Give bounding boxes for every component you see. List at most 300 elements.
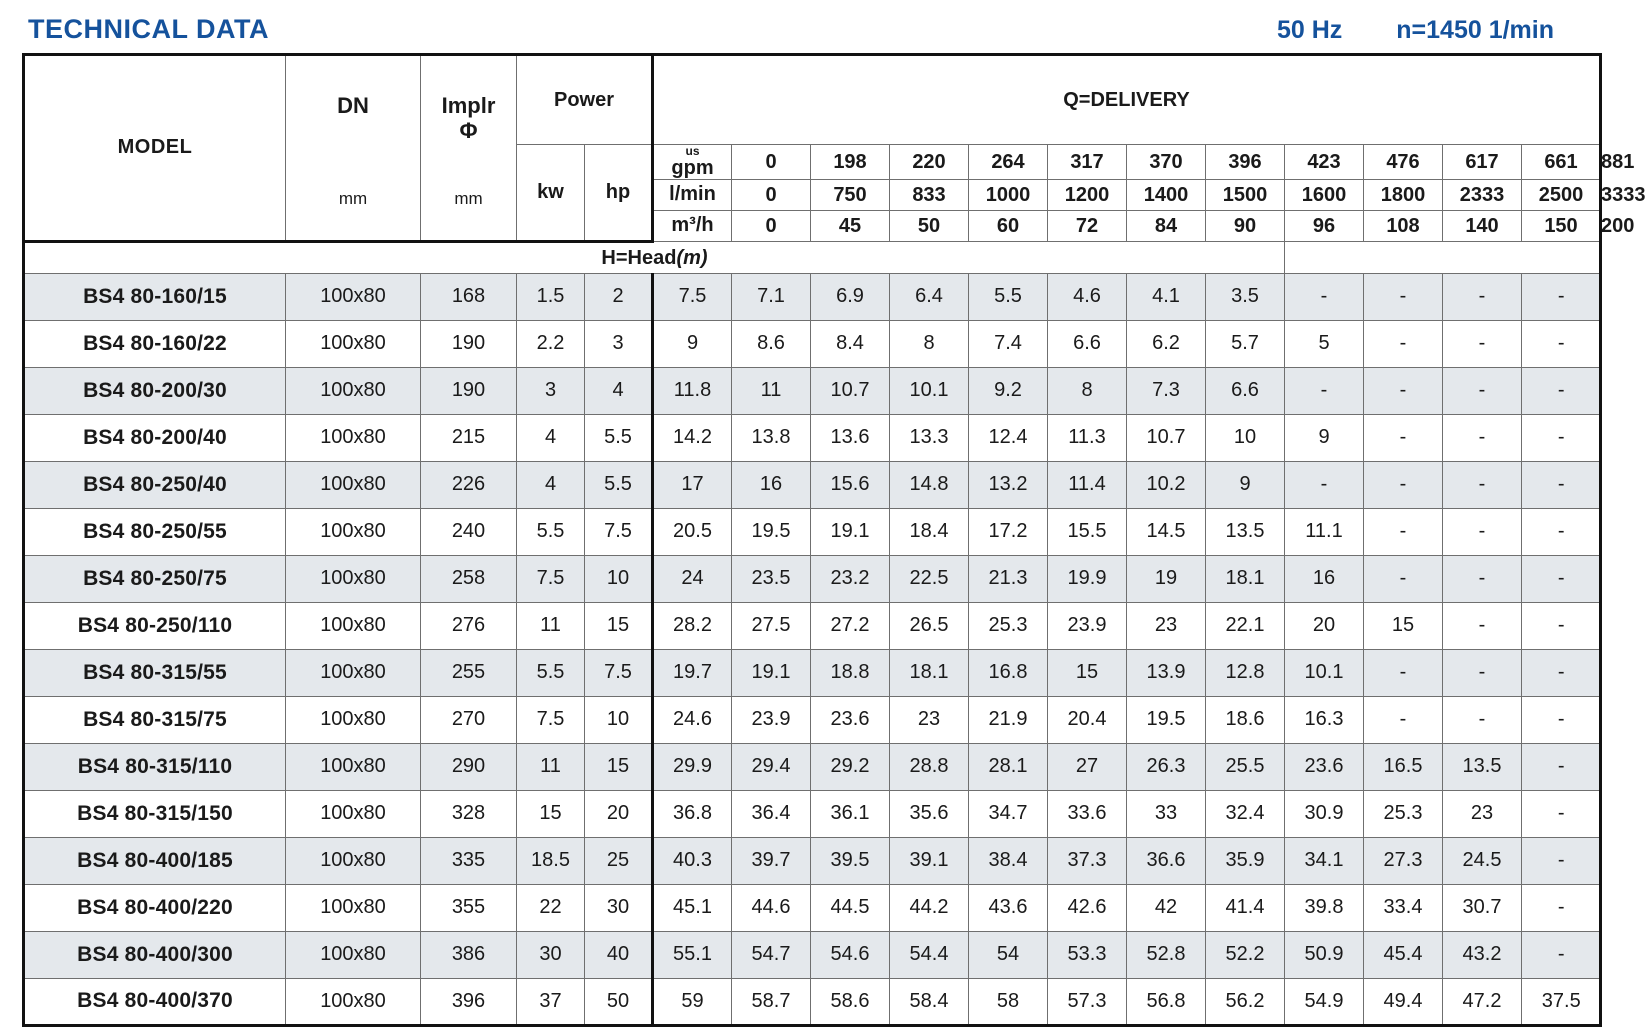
cell-power-hp: 3 <box>585 320 653 367</box>
cell-model: BS4 80-400/220 <box>24 884 286 931</box>
q-value: 661 <box>1522 145 1601 180</box>
cell-head: - <box>1522 743 1601 790</box>
cell-impeller: 270 <box>421 696 517 743</box>
cell-power-kw: 7.5 <box>517 696 585 743</box>
cell-model: BS4 80-200/30 <box>24 367 286 414</box>
cell-head: 24.5 <box>1443 837 1522 884</box>
cell-power-hp: 5.5 <box>585 461 653 508</box>
cell-head: 9.2 <box>969 367 1048 414</box>
cell-head: 18.1 <box>1206 555 1285 602</box>
cell-dn: 100x80 <box>286 696 421 743</box>
cell-head: - <box>1364 649 1443 696</box>
cell-head: 43.6 <box>969 884 1048 931</box>
cell-power-kw: 7.5 <box>517 555 585 602</box>
q-value: 150 <box>1522 210 1601 241</box>
cell-impeller: 396 <box>421 978 517 1025</box>
cell-head: 55.1 <box>653 931 732 978</box>
q-value: 396 <box>1206 145 1285 180</box>
q-value: 2333 <box>1443 179 1522 210</box>
q-value: 1400 <box>1127 179 1206 210</box>
cell-head: 6.6 <box>1048 320 1127 367</box>
cell-model: BS4 80-400/185 <box>24 837 286 884</box>
cell-head: 21.3 <box>969 555 1048 602</box>
q-value: 476 <box>1364 145 1443 180</box>
cell-power-kw: 11 <box>517 743 585 790</box>
cell-head: 21.9 <box>969 696 1048 743</box>
cell-dn: 100x80 <box>286 555 421 602</box>
cell-head: 39.1 <box>890 837 969 884</box>
cell-power-hp: 7.5 <box>585 508 653 555</box>
q-value: 0 <box>732 145 811 180</box>
cell-head: 54.6 <box>811 931 890 978</box>
cell-head: 23 <box>890 696 969 743</box>
cell-head: 27.5 <box>732 602 811 649</box>
header-h-head: H=Head(m) <box>24 241 1285 273</box>
cell-impeller: 226 <box>421 461 517 508</box>
cell-dn: 100x80 <box>286 508 421 555</box>
cell-head: 6.6 <box>1206 367 1285 414</box>
cell-head: 6.4 <box>890 273 969 320</box>
q-value: 220 <box>890 145 969 180</box>
cell-head: 54.7 <box>732 931 811 978</box>
q-value: 1200 <box>1048 179 1127 210</box>
cell-head: 19.1 <box>811 508 890 555</box>
cell-model: BS4 80-250/55 <box>24 508 286 555</box>
header-impeller-symbol: Φ <box>459 118 478 144</box>
technical-data-table <box>22 53 1646 1027</box>
cell-head: - <box>1285 367 1364 414</box>
cell-head: - <box>1443 696 1522 743</box>
cell-head: 40.3 <box>653 837 732 884</box>
cell-head: 10.1 <box>890 367 969 414</box>
cell-head: 27 <box>1048 743 1127 790</box>
cell-head: 5.5 <box>969 273 1048 320</box>
cell-head: 10.7 <box>811 367 890 414</box>
cell-power-kw: 22 <box>517 884 585 931</box>
cell-head: 18.4 <box>890 508 969 555</box>
cell-head: 16.8 <box>969 649 1048 696</box>
cell-model: BS4 80-160/22 <box>24 320 286 367</box>
cell-head: 24 <box>653 555 732 602</box>
cell-head: 45.4 <box>1364 931 1443 978</box>
cell-head: - <box>1443 508 1522 555</box>
cell-head: 15.5 <box>1048 508 1127 555</box>
cell-head: - <box>1443 649 1522 696</box>
cell-head: - <box>1443 461 1522 508</box>
cell-head: - <box>1443 555 1522 602</box>
cell-head: 11.3 <box>1048 414 1127 461</box>
header-impeller-label: Implr <box>441 92 496 118</box>
cell-head: 16 <box>732 461 811 508</box>
header-power-hp: hp <box>585 145 653 242</box>
cell-head: 7.1 <box>732 273 811 320</box>
q-value: 45 <box>811 210 890 241</box>
q-value: 1500 <box>1206 179 1285 210</box>
cell-head: 23.2 <box>811 555 890 602</box>
cell-head: 19.9 <box>1048 555 1127 602</box>
q-value: 50 <box>890 210 969 241</box>
cell-power-hp: 5.5 <box>585 414 653 461</box>
cell-power-hp: 20 <box>585 790 653 837</box>
cell-head: 10.2 <box>1127 461 1206 508</box>
table-row <box>24 414 1601 461</box>
cell-head: 23 <box>1127 602 1206 649</box>
cell-power-hp: 2 <box>585 273 653 320</box>
table-row <box>24 837 1601 884</box>
cell-head: 23.6 <box>811 696 890 743</box>
q-value: 750 <box>811 179 890 210</box>
cell-model: BS4 80-250/110 <box>24 602 286 649</box>
header-q-delivery: Q=DELIVERY <box>653 55 1601 145</box>
cell-dn: 100x80 <box>286 461 421 508</box>
cell-head: 19.7 <box>653 649 732 696</box>
cell-head: 23.5 <box>732 555 811 602</box>
cell-head: 27.2 <box>811 602 890 649</box>
cell-head: - <box>1522 320 1601 367</box>
cell-head: - <box>1522 508 1601 555</box>
q-value: 90 <box>1206 210 1285 241</box>
cell-head: - <box>1522 367 1601 414</box>
cell-head: - <box>1364 696 1443 743</box>
cell-head: - <box>1443 367 1522 414</box>
table-row <box>24 320 1601 367</box>
cell-head: - <box>1443 320 1522 367</box>
cell-impeller: 276 <box>421 602 517 649</box>
cell-head: - <box>1443 414 1522 461</box>
cell-impeller: 290 <box>421 743 517 790</box>
cell-head: 23 <box>1443 790 1522 837</box>
cell-head: 10.1 <box>1285 649 1364 696</box>
cell-head: 58 <box>969 978 1048 1025</box>
cell-head: 28.1 <box>969 743 1048 790</box>
cell-head: 23.6 <box>1285 743 1364 790</box>
cell-head: 15 <box>1364 602 1443 649</box>
cell-head: - <box>1522 931 1601 978</box>
cell-power-hp: 30 <box>585 884 653 931</box>
cell-head: 25.3 <box>1364 790 1443 837</box>
table-row <box>24 367 1601 414</box>
cell-head: 52.8 <box>1127 931 1206 978</box>
cell-head: 26.5 <box>890 602 969 649</box>
header-dn <box>286 55 421 242</box>
cell-head: - <box>1364 273 1443 320</box>
q-value: 1000 <box>969 179 1048 210</box>
cell-head: 44.5 <box>811 884 890 931</box>
cell-head: 17.2 <box>969 508 1048 555</box>
cell-power-hp: 7.5 <box>585 649 653 696</box>
cell-power-hp: 25 <box>585 837 653 884</box>
cell-head: 15.6 <box>811 461 890 508</box>
cell-head: 5.7 <box>1206 320 1285 367</box>
table-row <box>24 273 1601 320</box>
cell-head: 29.2 <box>811 743 890 790</box>
q-value: 198 <box>811 145 890 180</box>
header-impeller-unit: mm <box>454 188 483 208</box>
table-row <box>24 555 1601 602</box>
cell-head: 42.6 <box>1048 884 1127 931</box>
cell-head: 45.1 <box>653 884 732 931</box>
cell-power-hp: 40 <box>585 931 653 978</box>
cell-head: - <box>1443 273 1522 320</box>
cell-head: 34.1 <box>1285 837 1364 884</box>
cell-head: 7.4 <box>969 320 1048 367</box>
table-row <box>24 743 1601 790</box>
cell-head: 36.6 <box>1127 837 1206 884</box>
cell-power-kw: 4 <box>517 461 585 508</box>
cell-head: 11.1 <box>1285 508 1364 555</box>
cell-dn: 100x80 <box>286 414 421 461</box>
cell-head: - <box>1364 508 1443 555</box>
cell-head: - <box>1522 649 1601 696</box>
cell-head: 6.9 <box>811 273 890 320</box>
cell-head: - <box>1522 696 1601 743</box>
cell-head: 18.1 <box>890 649 969 696</box>
cell-head: 58.4 <box>890 978 969 1025</box>
cell-head: 49.4 <box>1364 978 1443 1025</box>
q-value: 0 <box>732 210 811 241</box>
cell-model: BS4 80-315/75 <box>24 696 286 743</box>
cell-head: 36.8 <box>653 790 732 837</box>
q-unit-gpm: us gpm <box>653 145 732 180</box>
cell-head: 11.8 <box>653 367 732 414</box>
cell-head: - <box>1285 461 1364 508</box>
cell-model: BS4 80-250/75 <box>24 555 286 602</box>
cell-head: 30.9 <box>1285 790 1364 837</box>
cell-head: 11.4 <box>1048 461 1127 508</box>
cell-head: 53.3 <box>1048 931 1127 978</box>
cell-head: 9 <box>1285 414 1364 461</box>
cell-head: 26.3 <box>1127 743 1206 790</box>
header-dn-label: DN <box>337 92 369 118</box>
header-power: Power <box>517 55 653 145</box>
cell-head: 58.7 <box>732 978 811 1025</box>
cell-impeller: 258 <box>421 555 517 602</box>
cell-head: 7.5 <box>653 273 732 320</box>
cell-model: BS4 80-315/110 <box>24 743 286 790</box>
cell-power-kw: 15 <box>517 790 585 837</box>
q-value: 60 <box>969 210 1048 241</box>
cell-head: 14.2 <box>653 414 732 461</box>
cell-power-kw: 18.5 <box>517 837 585 884</box>
cell-head: 39.8 <box>1285 884 1364 931</box>
cell-head: 7.3 <box>1127 367 1206 414</box>
cell-head: 13.9 <box>1127 649 1206 696</box>
cell-dn: 100x80 <box>286 978 421 1025</box>
cell-head: 23.9 <box>732 696 811 743</box>
frequency-label: 50 Hz <box>1276 16 1343 44</box>
cell-head: 52.2 <box>1206 931 1285 978</box>
cell-head: 14.8 <box>890 461 969 508</box>
cell-head: 33.6 <box>1048 790 1127 837</box>
cell-dn: 100x80 <box>286 367 421 414</box>
cell-head: 54.4 <box>890 931 969 978</box>
cell-head: 8 <box>890 320 969 367</box>
cell-head: 29.4 <box>732 743 811 790</box>
cell-head: 14.5 <box>1127 508 1206 555</box>
cell-head: 3.5 <box>1206 273 1285 320</box>
cell-head: 24.6 <box>653 696 732 743</box>
cell-head: 42 <box>1127 884 1206 931</box>
cell-dn: 100x80 <box>286 837 421 884</box>
cell-power-hp: 50 <box>585 978 653 1025</box>
cell-head: 54 <box>969 931 1048 978</box>
cell-head: 13.5 <box>1443 743 1522 790</box>
cell-dn: 100x80 <box>286 649 421 696</box>
cell-head: 13.8 <box>732 414 811 461</box>
cell-head: 13.2 <box>969 461 1048 508</box>
cell-head: 16 <box>1285 555 1364 602</box>
table-row <box>24 602 1601 649</box>
cell-head: 39.5 <box>811 837 890 884</box>
page-header <box>22 14 1574 53</box>
cell-power-kw: 5.5 <box>517 508 585 555</box>
q-unit-lmin: l/min <box>653 179 732 210</box>
cell-power-kw: 2.2 <box>517 320 585 367</box>
speed-label: n=1450 1/min <box>1396 16 1554 44</box>
table-row <box>24 696 1601 743</box>
cell-head: 17 <box>653 461 732 508</box>
cell-head: 22.5 <box>890 555 969 602</box>
cell-head: 29.9 <box>653 743 732 790</box>
cell-head: 36.1 <box>811 790 890 837</box>
header-specs <box>1277 16 1568 45</box>
cell-head: 19.1 <box>732 649 811 696</box>
cell-impeller: 335 <box>421 837 517 884</box>
cell-power-hp: 10 <box>585 696 653 743</box>
cell-head: 34.7 <box>969 790 1048 837</box>
q-value: 2500 <box>1522 179 1601 210</box>
cell-head: 23.9 <box>1048 602 1127 649</box>
cell-head: 33.4 <box>1364 884 1443 931</box>
q-value: 833 <box>890 179 969 210</box>
cell-dn: 100x80 <box>286 320 421 367</box>
cell-impeller: 190 <box>421 367 517 414</box>
cell-head: 35.6 <box>890 790 969 837</box>
cell-head: 25.5 <box>1206 743 1285 790</box>
q-value: 1600 <box>1285 179 1364 210</box>
cell-head: - <box>1364 320 1443 367</box>
cell-head: 20.5 <box>653 508 732 555</box>
cell-head: 8 <box>1048 367 1127 414</box>
cell-head: 13.3 <box>890 414 969 461</box>
q-value: 72 <box>1048 210 1127 241</box>
cell-head: 19 <box>1127 555 1206 602</box>
cell-dn: 100x80 <box>286 790 421 837</box>
cell-head: 13.6 <box>811 414 890 461</box>
cell-impeller: 255 <box>421 649 517 696</box>
cell-head: 44.2 <box>890 884 969 931</box>
cell-head: 33 <box>1127 790 1206 837</box>
cell-head: - <box>1364 414 1443 461</box>
q-value: 0 <box>732 179 811 210</box>
cell-head: 25.3 <box>969 602 1048 649</box>
cell-head: - <box>1285 273 1364 320</box>
q-value: 96 <box>1285 210 1364 241</box>
cell-head: 4.6 <box>1048 273 1127 320</box>
cell-model: BS4 80-250/40 <box>24 461 286 508</box>
cell-impeller: 386 <box>421 931 517 978</box>
cell-impeller: 328 <box>421 790 517 837</box>
cell-head: 28.2 <box>653 602 732 649</box>
table-row <box>24 931 1601 978</box>
cell-head: - <box>1522 884 1601 931</box>
cell-head: 10.7 <box>1127 414 1206 461</box>
cell-head: 58.6 <box>811 978 890 1025</box>
cell-dn: 100x80 <box>286 931 421 978</box>
table-row <box>24 790 1601 837</box>
table-row <box>24 884 1601 931</box>
header-impeller <box>421 55 517 242</box>
cell-dn: 100x80 <box>286 602 421 649</box>
cell-head: 9 <box>1206 461 1285 508</box>
q-unit-m3h: m³/h <box>653 210 732 241</box>
cell-head: 36.4 <box>732 790 811 837</box>
cell-model: BS4 80-200/40 <box>24 414 286 461</box>
cell-head: 28.8 <box>890 743 969 790</box>
page-title: TECHNICAL DATA <box>28 14 269 44</box>
cell-head: 43.2 <box>1443 931 1522 978</box>
cell-head: - <box>1364 555 1443 602</box>
cell-head: 56.2 <box>1206 978 1285 1025</box>
cell-head: 56.8 <box>1127 978 1206 1025</box>
q-value: 370 <box>1127 145 1206 180</box>
cell-head: - <box>1522 790 1601 837</box>
cell-head: 54.9 <box>1285 978 1364 1025</box>
cell-head: 39.7 <box>732 837 811 884</box>
cell-head: 35.9 <box>1206 837 1285 884</box>
cell-power-kw: 11 <box>517 602 585 649</box>
table-header: MODEL DN mm Implr Φ mm Power Q=DELIVERY kw hp us gpm 0 198 220 264 317 370 396 423 476 617 661 881 l/min 0 750 833 1000 1200 1400 1500 1600 1800 2333 2500 3333 m³/h 0 45 50 60 72 84 90 96 108 140 150 200 H=Head(m) <box>24 55 1601 274</box>
cell-head: - <box>1522 555 1601 602</box>
table-row <box>24 508 1601 555</box>
cell-head: 9 <box>653 320 732 367</box>
cell-power-kw: 1.5 <box>517 273 585 320</box>
cell-power-kw: 37 <box>517 978 585 1025</box>
cell-head: 16.3 <box>1285 696 1364 743</box>
q-value: 617 <box>1443 145 1522 180</box>
cell-head: 59 <box>653 978 732 1025</box>
table-row <box>24 461 1601 508</box>
cell-head: 37.5 <box>1522 978 1601 1025</box>
cell-head: 16.5 <box>1364 743 1443 790</box>
cell-head: 10 <box>1206 414 1285 461</box>
cell-head: 27.3 <box>1364 837 1443 884</box>
cell-dn: 100x80 <box>286 273 421 320</box>
q-value: 317 <box>1048 145 1127 180</box>
cell-head: - <box>1443 602 1522 649</box>
cell-head: 12.8 <box>1206 649 1285 696</box>
cell-head: 20.4 <box>1048 696 1127 743</box>
cell-head: 20 <box>1285 602 1364 649</box>
cell-head: 8.6 <box>732 320 811 367</box>
header-power-kw: kw <box>517 145 585 242</box>
cell-dn: 100x80 <box>286 743 421 790</box>
table-row <box>24 978 1601 1025</box>
cell-head: - <box>1522 461 1601 508</box>
cell-head: 37.3 <box>1048 837 1127 884</box>
cell-head: 15 <box>1048 649 1127 696</box>
cell-impeller: 190 <box>421 320 517 367</box>
cell-head: 30.7 <box>1443 884 1522 931</box>
q-value: 264 <box>969 145 1048 180</box>
cell-model: BS4 80-160/15 <box>24 273 286 320</box>
cell-impeller: 168 <box>421 273 517 320</box>
cell-power-hp: 15 <box>585 743 653 790</box>
q-value: 108 <box>1364 210 1443 241</box>
cell-head: 5 <box>1285 320 1364 367</box>
cell-power-kw: 3 <box>517 367 585 414</box>
table-row <box>24 649 1601 696</box>
